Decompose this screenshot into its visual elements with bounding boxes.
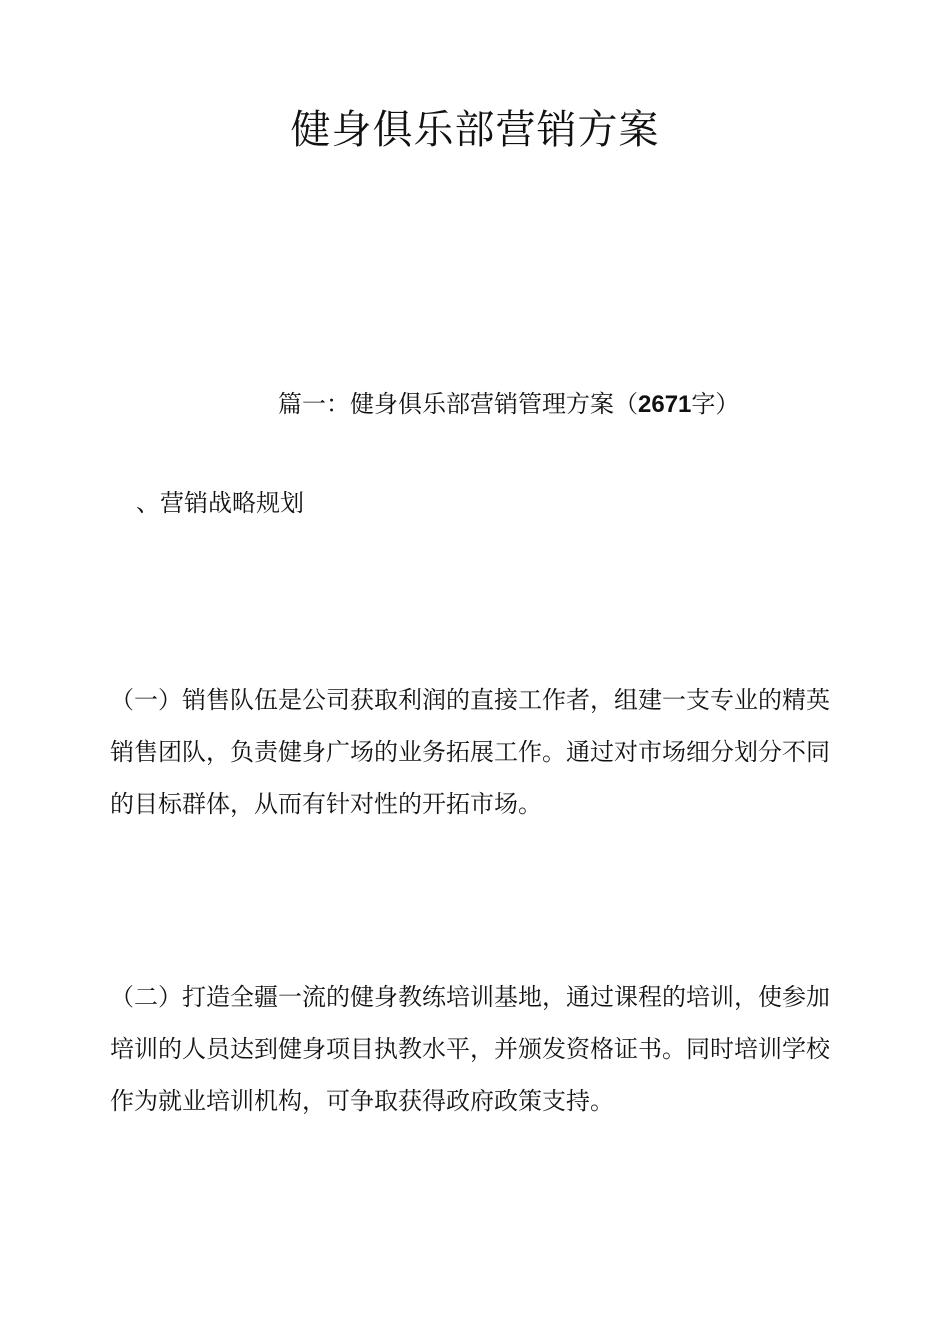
chapter-word-count: 2671 (638, 391, 692, 418)
paragraph-2: （二）打造全疆一流的健身教练培训基地，通过课程的培训，使参加培训的人员达到健身项目执教水平，并颁发资格证书。同时培训学校作为就业培训机构，可争取获得政府政策支持。 (110, 983, 830, 1115)
chapter-heading (278, 386, 739, 423)
section-heading: 、营销战略规划 (136, 489, 304, 517)
chapter-heading-label: 篇一：健身俱乐部营销管理方案（ (278, 390, 638, 418)
chapter-heading-suffix: 字） (691, 390, 740, 418)
document-title: 健身俱乐部营销方案 (290, 107, 660, 153)
paragraph-1: （一）销售队伍是公司获取利润的直接工作者，组建一支专业的精英销售团队，负责健身广场的业务拓展工作。通过对市场细分划分不同的目标群体，从而有针对性的开拓市场。 (110, 686, 830, 818)
